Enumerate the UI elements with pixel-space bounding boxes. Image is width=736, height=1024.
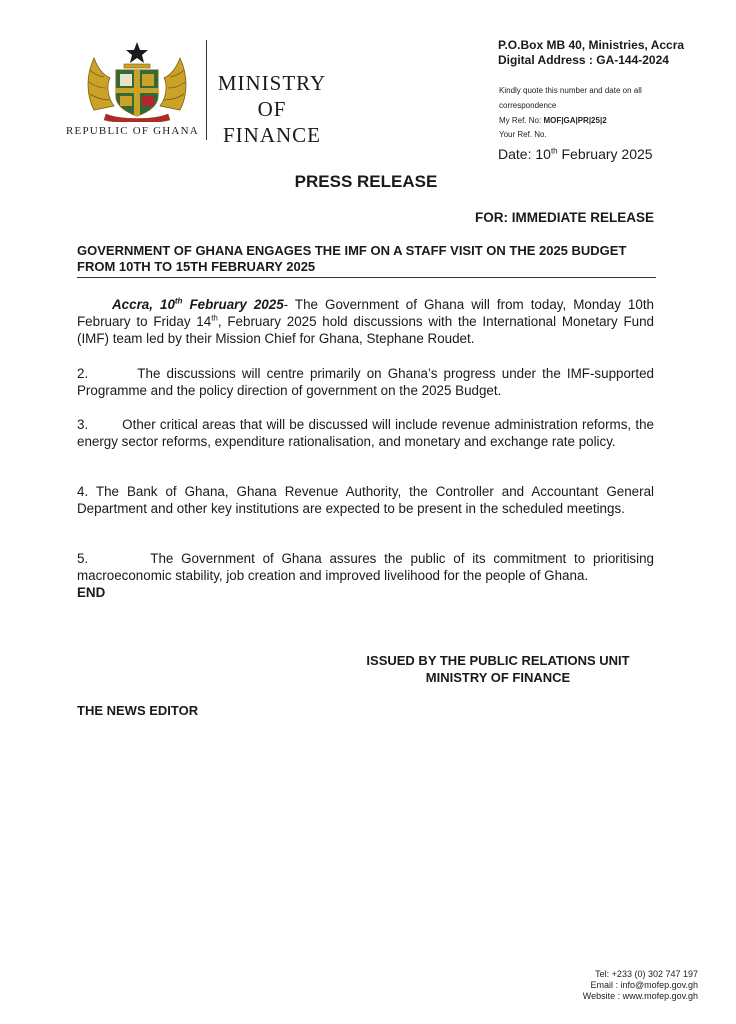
ministry-name <box>214 70 330 148</box>
paragraph-1-text-b: , February 2025 hold discussions with the International Monetary Fund (IMF) team led by their Mission Chief for Ghana, Stephane Roudet. <box>77 314 655 346</box>
release-date <box>498 146 653 162</box>
dateline-day: Accra, 10 <box>112 297 175 312</box>
date-sup: th <box>550 146 558 156</box>
page-title <box>0 172 736 192</box>
dateline-sup: th <box>174 296 183 306</box>
press-release-title: PRESS RELEASE <box>294 172 438 191</box>
contact-website: Website : www.mofep.gov.gh <box>582 991 698 1001</box>
contact-block <box>583 969 698 1002</box>
paragraph-4: 4. The Bank of Ghana, Ghana Revenue Authority, the Controller and Accountant General Department and other key institutions are expected to be present in the scheduled meetings. <box>77 484 654 516</box>
headline: GOVERNMENT OF GHANA ENGAGES THE IMF ON A STAFF VISIT ON THE 2025 BUDGET FROM 10TH TO 15TH FEBRUARY 2025 <box>77 243 627 274</box>
contact-tel: Tel: +233 (0) 302 747 197 <box>595 969 698 979</box>
ministry-line-2: OF <box>257 97 287 121</box>
issued-line-2: MINISTRY OF FINANCE <box>425 670 571 685</box>
quote-note-line-1: Kindly quote this number and date on all <box>499 86 642 95</box>
ministry-line-3: FINANCE <box>222 123 321 147</box>
address-block <box>498 38 684 68</box>
date-label: Date: 10 <box>498 146 551 162</box>
paragraph-1-text-a: - The Government of Ghana will from today, Monday 10th February to Friday 14 <box>77 297 654 329</box>
paragraph-1-sup: th <box>211 313 218 323</box>
news-editor: THE NEWS EDITOR <box>77 703 199 718</box>
digital-address: Digital Address : GA-144-2024 <box>498 53 669 67</box>
dateline-rest: February 2025 <box>182 297 284 312</box>
issued-by <box>330 652 666 686</box>
dateline-lead <box>112 297 284 312</box>
paragraph-5: 5. The Government of Ghana assures the public of its commitment to prioritising macroeconomic stability, job creation and improved livelihood for the people of Ghana. <box>77 551 654 583</box>
immediate-release-label: FOR: IMMEDIATE RELEASE <box>474 210 654 225</box>
date-rest: February 2025 <box>557 146 653 162</box>
quote-note-line-2: correspondence <box>499 101 557 110</box>
your-ref: Your Ref. No. <box>499 130 547 139</box>
paragraph-2: 2. The discussions will centre primarily on Ghana’s progress under the IMF-supported Programme and the policy direction of government on the 2025 Budget. <box>77 366 654 398</box>
postal-address: P.O.Box MB 40, Ministries, Accra <box>498 38 685 52</box>
paragraph-3: 3. Other critical areas that will be discussed will include revenue administration reforms, the energy sector reforms, expenditure rationalisation, and monetary and exchange rate policy. <box>77 417 654 449</box>
republic-label: REPUBLIC OF GHANA <box>66 125 199 137</box>
ministry-line-1: MINISTRY <box>217 71 327 95</box>
letterhead-divider <box>206 40 207 140</box>
my-ref <box>499 116 607 125</box>
issued-line-1: ISSUED BY THE PUBLIC RELATIONS UNIT <box>366 653 630 668</box>
headline-rule <box>77 277 656 278</box>
my-ref-label: My Ref. No: <box>499 116 544 125</box>
contact-email: Email : info@mofep.gov.gh <box>590 980 698 990</box>
paragraph-1 <box>77 296 654 347</box>
my-ref-value: MOF|GA|PR|25|2 <box>543 116 607 125</box>
ghana-coat-of-arms-icon <box>84 40 190 122</box>
end-marker: END <box>77 585 106 600</box>
